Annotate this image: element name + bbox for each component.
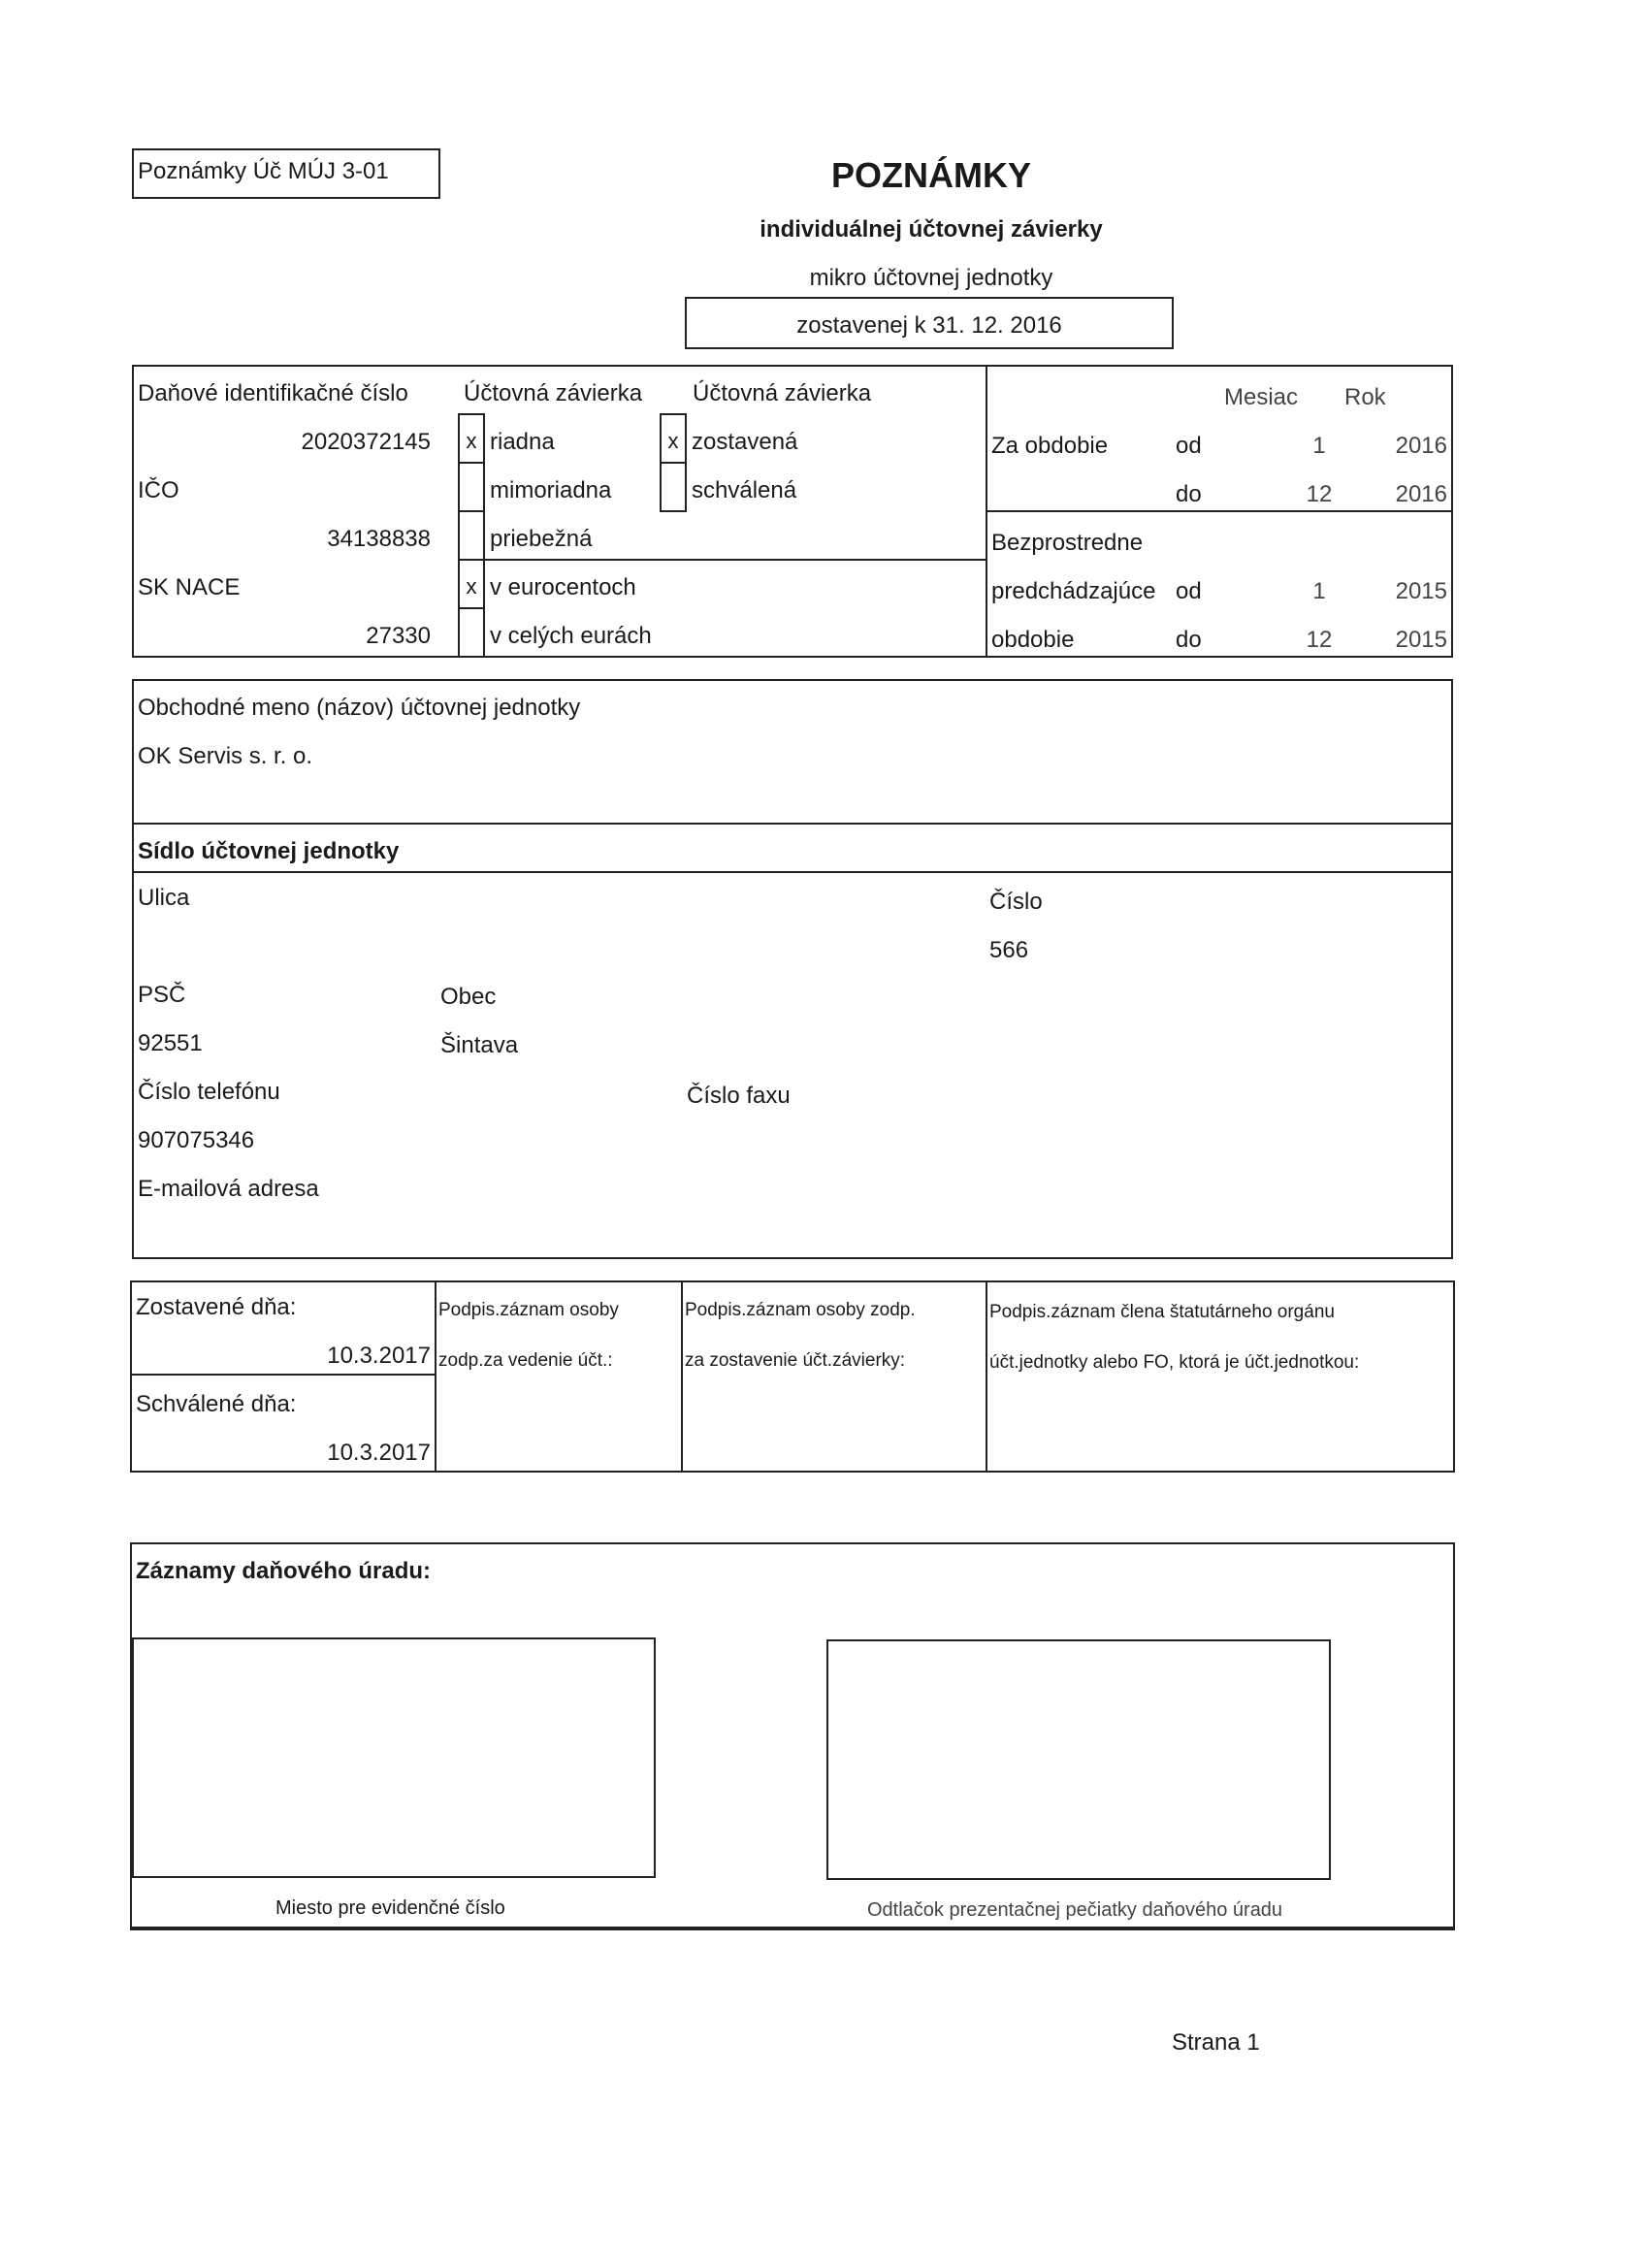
signature-compiler-label: Podpis.záznam osoby zodp. bbox=[685, 1300, 916, 1320]
current-period-label: Za obdobie bbox=[991, 433, 1109, 459]
month-column-header: Mesiac bbox=[1224, 384, 1299, 410]
entity-section bbox=[132, 679, 1453, 1259]
option-label: mimoriadna bbox=[490, 477, 612, 503]
previous-from-month: 1 bbox=[1312, 578, 1326, 604]
stamp-label: Odtlačok prezentačnej pečiatky daňového úradu bbox=[867, 1899, 1283, 1921]
to-label: do bbox=[1176, 481, 1202, 507]
email-label: E-mailová adresa bbox=[138, 1176, 319, 1202]
compiled-date-value: 10.3.2017 bbox=[327, 1343, 431, 1369]
form-code: Poznámky Úč MÚJ 3-01 bbox=[138, 158, 389, 184]
previous-to-year: 2015 bbox=[1395, 627, 1447, 653]
from-label: od bbox=[1176, 433, 1202, 459]
to-label: do bbox=[1176, 627, 1202, 653]
signature-statutory-label: účt.jednotky alebo FO, ktorá je účt.jednotkou: bbox=[989, 1352, 1360, 1373]
checkbox-riadna[interactable]: x bbox=[466, 429, 477, 453]
tax-office-heading: Záznamy daňového úradu: bbox=[136, 1558, 432, 1584]
page-title: POZNÁMKY bbox=[831, 155, 1031, 195]
option-label: schválená bbox=[692, 477, 797, 503]
statement-type-heading: Účtovná závierka bbox=[464, 380, 643, 406]
subtitle-statement: individuálnej účtovnej závierky bbox=[760, 216, 1103, 243]
nace-value: 27330 bbox=[366, 623, 431, 649]
signature-accounting-label: zodp.za vedenie účt.: bbox=[438, 1350, 613, 1371]
current-from-year: 2016 bbox=[1395, 433, 1447, 459]
compiled-date-label: Zostavené dňa: bbox=[136, 1294, 297, 1320]
divider bbox=[130, 1928, 1455, 1930]
divider bbox=[132, 823, 1453, 825]
divider bbox=[435, 1280, 436, 1473]
divider bbox=[458, 462, 485, 464]
fax-label: Číslo faxu bbox=[687, 1083, 791, 1109]
option-label: riadna bbox=[490, 429, 555, 455]
signature-compiler-label: za zostavenie účt.závierky: bbox=[685, 1350, 906, 1371]
divider bbox=[130, 1374, 435, 1376]
ico-value: 34138838 bbox=[327, 526, 431, 552]
phone-value: 907075346 bbox=[138, 1127, 255, 1153]
divider bbox=[132, 871, 1453, 873]
option-label: v eurocentoch bbox=[490, 574, 636, 600]
street-label: Ulica bbox=[138, 885, 190, 911]
ico-label: IČO bbox=[138, 477, 179, 503]
entity-name-value: OK Servis s. r. o. bbox=[138, 743, 313, 769]
previous-to-month: 12 bbox=[1306, 627, 1333, 653]
psc-label: PSČ bbox=[138, 982, 186, 1008]
registry-number-label: Miesto pre evidenčné číslo bbox=[275, 1897, 505, 1919]
compiled-as-of: zostavenej k 31. 12. 2016 bbox=[796, 312, 1062, 339]
dic-value: 2020372145 bbox=[301, 429, 431, 455]
checkbox-priebezna[interactable] bbox=[459, 524, 484, 553]
divider bbox=[986, 510, 1453, 512]
divider bbox=[660, 462, 687, 464]
signature-accounting-label: Podpis.záznam osoby bbox=[438, 1300, 619, 1320]
statement-status-heading: Účtovná závierka bbox=[693, 380, 872, 406]
divider bbox=[460, 559, 986, 561]
checkbox-schvalena[interactable] bbox=[661, 475, 686, 504]
divider bbox=[458, 510, 485, 512]
stamp-box bbox=[826, 1639, 1331, 1880]
number-value: 566 bbox=[989, 937, 1029, 963]
phone-label: Číslo telefónu bbox=[138, 1079, 280, 1105]
nace-label: SK NACE bbox=[138, 574, 241, 600]
checkbox-mimoriadna[interactable] bbox=[459, 475, 484, 504]
current-to-year: 2016 bbox=[1395, 481, 1447, 507]
divider bbox=[458, 607, 485, 609]
checkbox-eurocents[interactable]: x bbox=[466, 574, 477, 599]
option-label: priebežná bbox=[490, 526, 593, 552]
current-from-month: 1 bbox=[1312, 433, 1326, 459]
approved-date-label: Schválené dňa: bbox=[136, 1391, 297, 1417]
entity-name-label: Obchodné meno (názov) účtovnej jednotky bbox=[138, 695, 581, 721]
divider bbox=[681, 1280, 683, 1473]
previous-period-label: obdobie bbox=[991, 627, 1075, 653]
registry-number-box bbox=[132, 1637, 656, 1878]
divider bbox=[986, 1280, 987, 1473]
subtitle-entity-type: mikro účtovnej jednotky bbox=[809, 265, 1053, 291]
psc-value: 92551 bbox=[138, 1030, 203, 1056]
from-label: od bbox=[1176, 578, 1202, 604]
city-value: Šintava bbox=[440, 1032, 519, 1058]
page-number: Strana 1 bbox=[1172, 2029, 1260, 2056]
previous-period-label: predchádzajúce bbox=[991, 578, 1156, 604]
divider bbox=[458, 559, 485, 561]
number-label: Číslo bbox=[989, 889, 1043, 915]
checkbox-zostavena[interactable]: x bbox=[667, 429, 679, 453]
city-label: Obec bbox=[440, 984, 497, 1010]
year-column-header: Rok bbox=[1344, 384, 1386, 410]
current-to-month: 12 bbox=[1306, 481, 1333, 507]
checkbox-whole-euros[interactable] bbox=[459, 621, 484, 650]
option-label: zostavená bbox=[692, 429, 798, 455]
seat-heading: Sídlo účtovnej jednotky bbox=[138, 838, 400, 864]
dic-label: Daňové identifikačné číslo bbox=[138, 380, 408, 406]
approved-date-value: 10.3.2017 bbox=[327, 1440, 431, 1466]
option-label: v celých eurách bbox=[490, 623, 652, 649]
previous-from-year: 2015 bbox=[1395, 578, 1447, 604]
previous-period-label: Bezprostredne bbox=[991, 530, 1144, 556]
signature-statutory-label: Podpis.záznam člena štatutárneho orgánu bbox=[989, 1302, 1335, 1322]
